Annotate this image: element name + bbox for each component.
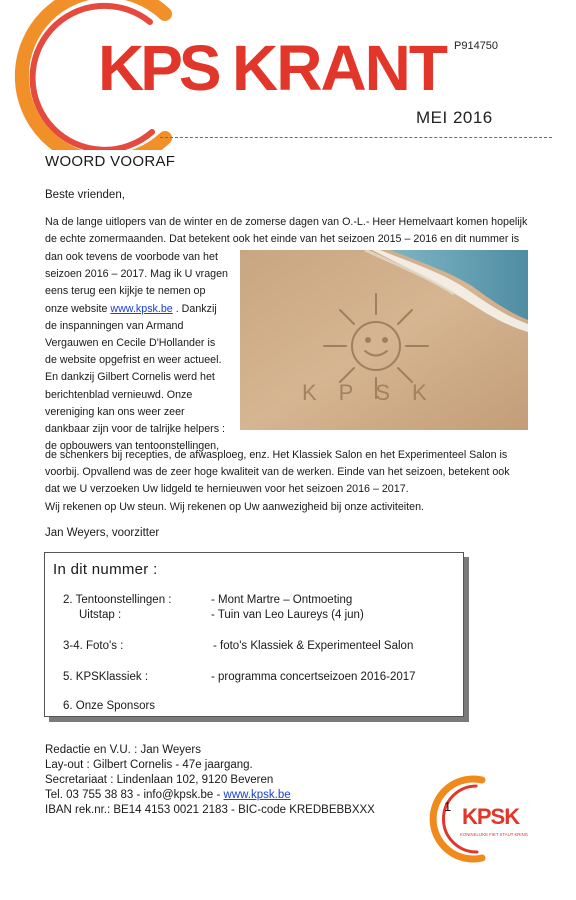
text-line: Vergauwen en Cecile D'Hollander is	[45, 337, 216, 350]
text-line: En dankzij Gilbert Cornelis werd het	[45, 371, 215, 384]
salutation: Beste vrienden,	[45, 189, 125, 201]
issue-date: MEI 2016	[416, 108, 493, 127]
contents-item-label: 6. Onze Sponsors	[63, 700, 156, 712]
text-line: vereniging kan ons weer zeer	[45, 405, 185, 418]
brand-text: KPS	[98, 32, 218, 104]
contents-item-detail: - Mont Martre – Ontmoeting	[211, 594, 353, 606]
text-line: dat we U verzoeken Uw lidgeld te hernieuwen voor het seizoen 2016 – 2017.	[45, 483, 409, 496]
text-fragment: onze website	[45, 302, 108, 315]
issue-code: P914750	[454, 40, 499, 52]
contents-item-label: 3-4. Foto's :	[63, 640, 124, 652]
text-line: eens terug een kijkje te nemen op	[45, 285, 206, 298]
contents-item-detail: - Tuin van Leo Laureys (4 jun)	[211, 609, 364, 621]
text-line: voorbij. Opvallend was de zeer hoge kwaliteit van de werken. Einde van het seizoen, betekent ook	[45, 466, 510, 479]
text-line: dankbaar zijn voor de talrijke helpers :	[45, 423, 226, 436]
footer-logo-text: KPSK	[462, 804, 520, 829]
text-line: de website opgefrist en weer actueel.	[45, 354, 222, 367]
masthead-divider	[160, 137, 552, 138]
title-text: KRANT	[232, 32, 446, 104]
text-line: seizoen 2016 – 2017. Mag ik U vragen	[45, 268, 228, 281]
contents-item-label: 5. KPSKlassiek :	[63, 671, 149, 683]
colophon-editor: Redactie en V.U. : Jan Weyers	[45, 744, 201, 756]
website-link[interactable]: www.kpsk.be	[110, 302, 173, 315]
text-fragment: . Dankzij	[172, 302, 217, 315]
beach-photo	[240, 250, 528, 430]
contents-item-detail: - foto's Klassiek & Experimenteel Salon	[213, 640, 414, 652]
wrapped-paragraph	[45, 249, 228, 455]
text-line: de schenkers bij recepties, de afwasploeg, enz. Het Klassiek Salon en het Experimenteel Salon is	[45, 449, 508, 461]
text-line: de echte zomermaanden. Dat betekent ook het einde van het seizoen 2015 – 2016 en dit nummer is	[45, 233, 520, 246]
footer-logo-subtext: KONINKLIJKE FIET STAUT KRING	[460, 832, 529, 837]
colophon-iban: IBAN rek.nr.: BE14 4153 0021 2183 - BIC-code KREDBEBBXXX	[45, 804, 375, 816]
footer-logo	[420, 774, 540, 864]
signature: Jan Weyers, voorzitter	[45, 527, 160, 539]
contents-item-detail: - programma concertseizoen 2016-2017	[211, 671, 416, 683]
colophon-layout: Lay-out : Gilbert Cornelis - 47e jaargang.	[45, 759, 253, 771]
text-line: Wij rekenen op Uw steun. Wij rekenen op Uw aanwezigheid bij onze activiteiten.	[45, 500, 425, 513]
text-line: dan ook tevens de voorbode van het	[45, 251, 218, 263]
contact-text: Tel. 03 755 38 83 - info@kpsk.be -	[45, 789, 224, 801]
contents-title: In dit nummer :	[53, 561, 158, 578]
contents-item-label: Uitstap :	[79, 609, 122, 621]
text-line: de opbouwers van tentoonstellingen,	[45, 440, 220, 453]
page-number: 1	[444, 799, 452, 814]
closing-paragraph	[45, 447, 510, 516]
colophon-secretariat: Secretariaat : Lindenlaan 102, 9120 Beveren	[45, 774, 274, 786]
foreword-title: WOORD VOORAF	[45, 153, 176, 170]
sand-text: KPSK	[302, 380, 449, 405]
contents-item-label: 2. Tentoonstellingen :	[63, 594, 172, 606]
intro-paragraph	[45, 214, 527, 248]
text-line	[45, 301, 228, 318]
website-link[interactable]: www.kpsk.be	[223, 789, 291, 801]
colophon-contact	[45, 789, 291, 801]
text-line: de inspanningen van Armand	[45, 319, 184, 332]
text-line: Na de lange uitlopers van de winter en de zomerse dagen van O.-L.- Heer Hemelvaart komen hopelijk	[45, 216, 528, 228]
text-line: berichtenblad vernieuwd. Onze	[45, 388, 193, 401]
